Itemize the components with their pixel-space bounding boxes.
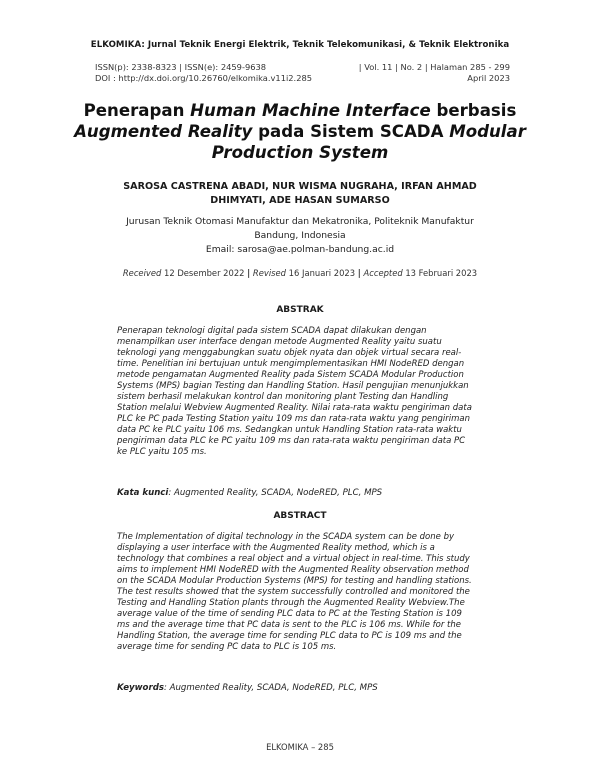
keywords-text: : Augmented Reality, SCADA, NodeRED, PLC, MPS [163, 683, 378, 693]
paper-title [60, 100, 540, 163]
abstrak-heading: ABSTRAK [276, 305, 324, 315]
title-part: berbasis [430, 101, 517, 120]
abstract-line: technology that combines a real object and a virtual object in real-time. This study [117, 554, 470, 564]
abstrak-line: sistem berhasil melakukan kontrol dan monitoring plant Testing dan Handling [117, 392, 449, 402]
revised-label: Revised [252, 268, 286, 278]
doi-line: DOI : http://dx.doi.org/10.26760/elkomika.v11i2.285 [95, 73, 313, 83]
authors-line: SAROSA CASTRENA ABADI, NUR WISMA NUGRAHA, IRFAN AHMAD [123, 181, 477, 192]
title-part: pada Sistem SCADA [252, 122, 450, 141]
abstract-line: Handling Station, the average time for sending PLC data to PC is 109 ms and the [117, 631, 462, 641]
abstrak-line: pengiriman data PLC ke PC yaitu 109 ms dan rata-rata waktu pengiriman data PC [117, 436, 466, 446]
abstrak-line: menampilkan user interface dengan metode Augmented Reality yaitu suatu [117, 337, 442, 347]
affiliation [90, 215, 510, 257]
kata-kunci-text: : Augmented Reality, SCADA, NodeRED, PLC, MPS [168, 488, 383, 498]
accepted-date: 13 Februari 2023 [405, 268, 478, 278]
authors-line: DHIMYATI, ADE HASAN SUMARSO [210, 195, 390, 206]
volume-line: | Vol. 11 | No. 2 | Halaman 285 - 299 [358, 62, 510, 72]
abstract-line: ms and the average time that PC data is sent to the PLC is 106 ms. While for the [117, 620, 462, 630]
affiliation-line: Bandung, Indonesia [254, 230, 346, 241]
abstrak-line: data PC ke PLC yaitu 106 ms. Sedangkan untuk Handling Station rata-rata waktu [117, 425, 462, 435]
received-date: 12 Desember 2022 [164, 268, 245, 278]
received-label: Received [122, 268, 162, 278]
email-line: Email: sarosa@ae.polman-bandung.ac.id [205, 244, 395, 255]
submission-dates: Received 12 Desember 2022 | Revised 16 Januari 2023 | Accepted 13 Februari 2023 [122, 268, 478, 278]
abstrak-line: Station melalui Webview Augmented Reality. Nilai rata-rata waktu pengiriman data [117, 403, 472, 413]
abstrak-line: Penerapan teknologi digital pada sistem SCADA dapat dilakukan dengan [117, 326, 427, 336]
issn-line: ISSN(p): 2338-8323 | ISSN(e): 2459-9638 [95, 62, 267, 72]
page-footer: ELKOMIKA – 285 [266, 742, 334, 752]
title-part-italic: Augmented Reality [74, 122, 253, 141]
abstrak-line: PLC ke PC pada Testing Station yaitu 109 ms dan rata-rata waktu yang pengiriman [117, 414, 470, 424]
kata-kunci-label: Kata kunci [117, 488, 169, 498]
keywords [117, 683, 483, 693]
abstract-body [117, 532, 483, 653]
abstract-line: average value of the time of sending PLC data to PC at the Testing Station is 109 [117, 609, 462, 619]
abstract-line: on the SCADA Modular Production Systems (MPS) for testing and handling stations. [117, 576, 472, 586]
authors [80, 180, 520, 208]
title-part-italic: Modular Production System [211, 122, 526, 162]
abstrak-line: ke PLC yaitu 105 ms. [117, 447, 207, 457]
abstrak-line: time. Penelitian ini bertujuan untuk mengimplementasikan HMI NodeRED dengan [117, 359, 465, 369]
abstrak-line: metode pengamatan Augmented Reality pada Sistem SCADA Modular Production [117, 370, 464, 380]
abstract-heading: ABSTRACT [273, 511, 327, 521]
abstract-line: Testing and Handling Station plants through the Augmented Reality Webview.The [117, 598, 465, 608]
abstract-line: The test results showed that the system successfully controlled and monitored the [117, 587, 470, 597]
abstract-line: displaying a user interface with the Augmented Reality method, which is a [117, 543, 435, 553]
abstract-line: aims to implement HMI NodeRED with the Augmented Reality observation method [117, 565, 469, 575]
abstrak-line: Systems (MPS) bagian Testing dan Handling Station. Hasil pengujian menunjukkan [117, 381, 469, 391]
accepted-label: Accepted [363, 268, 403, 278]
revised-date: 16 Januari 2023 [288, 268, 356, 278]
kata-kunci [117, 488, 483, 498]
abstract-line: average time for sending PC data to PLC is 105 ms. [117, 642, 337, 652]
abstrak-line: teknologi yang menggabungkan suatu objek nyata dan objek virtual secara real- [117, 348, 462, 358]
title-part: Penerapan [83, 101, 191, 120]
title-part-italic: Human Machine Interface [190, 101, 431, 120]
journal-title: ELKOMIKA: Jurnal Teknik Energi Elektrik, Teknik Telekomunikasi, & Teknik Elektronika [90, 40, 510, 50]
abstract-line: The Implementation of digital technology in the SCADA system can be done by [117, 532, 454, 542]
abstrak-body [117, 326, 483, 458]
affiliation-line: Jurusan Teknik Otomasi Manufaktur dan Mekatronika, Politeknik Manufaktur [126, 216, 474, 227]
keywords-label: Keywords [117, 683, 164, 693]
date-line: April 2023 [467, 73, 510, 83]
